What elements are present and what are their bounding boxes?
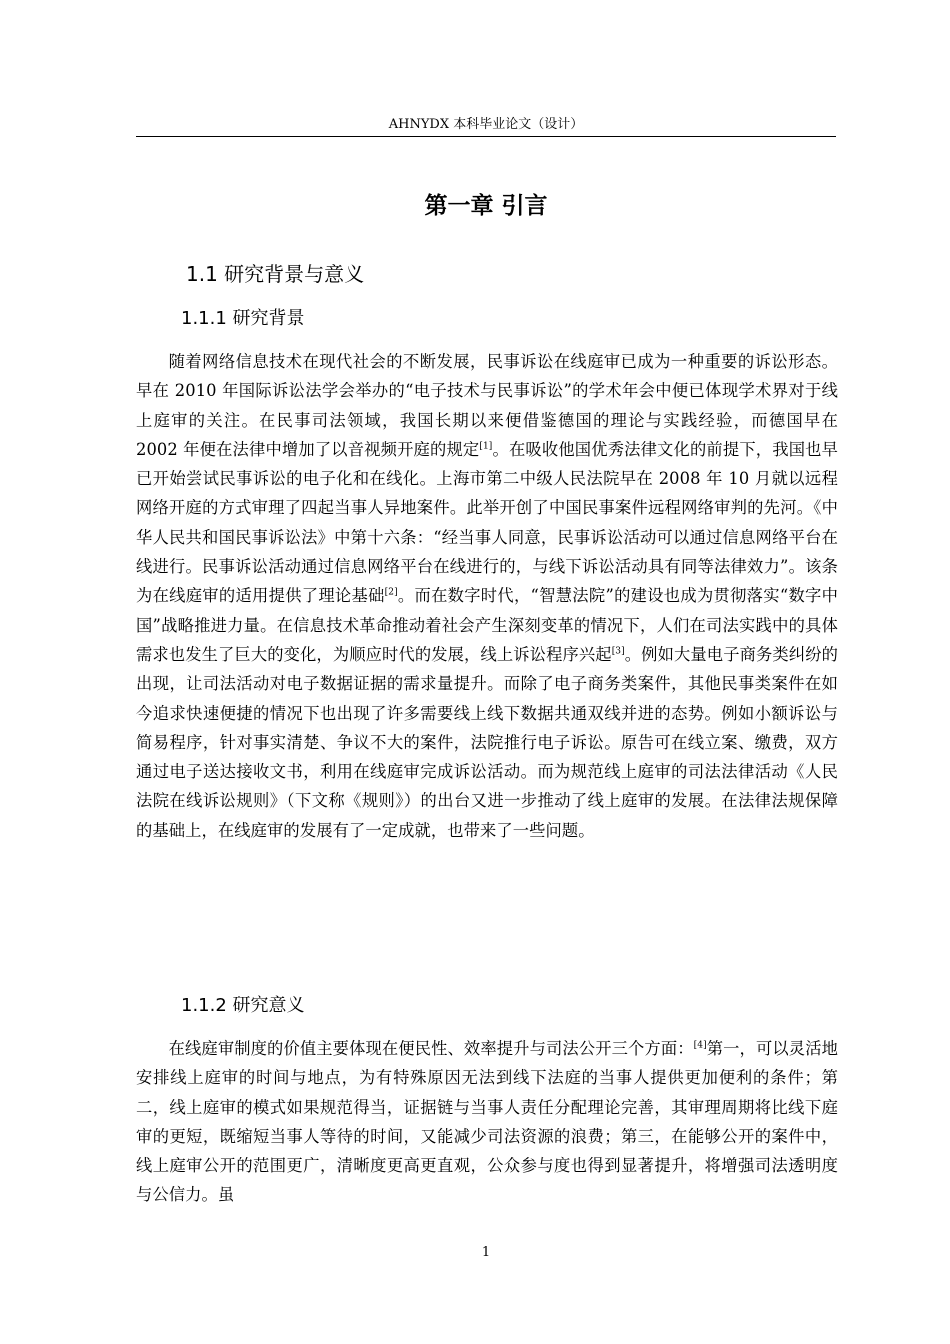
section-heading-1-1-1: 1.1.1 研究背景 xyxy=(181,308,305,329)
citation-ref: [3] xyxy=(611,646,625,657)
section-heading-1-1-2: 1.1.2 研究意义 xyxy=(181,995,305,1016)
citation-ref: [2] xyxy=(384,587,398,598)
chapter-title: 第一章 引言 xyxy=(424,193,548,219)
section-heading-1-1: 1.1 研究背景与意义 xyxy=(186,262,365,286)
paragraph-text: 。在吸收他国优秀法律文化的前提下，我国也早已开始尝试民事诉讼的电子化和在线化。上海市第二中级人民法院早在 2008 年 10 月就以远程网络开庭的方式审理了四起当事人异地案件。此举开创了中国民事案件远程网络审判的先河。《中华人民共和国民事诉讼法》中第十六条：“经当事人同意，民事诉讼活动可以通过信息网络平台在线进行。民事诉讼活动通过信息网络平台在线进行的，与线下诉讼活动具有同等法律效力”。该条为在线庭审的适用提供了理论基础 xyxy=(136,439,838,606)
citation-ref: [1] xyxy=(479,441,493,452)
paragraph-research-significance xyxy=(136,1034,838,1210)
citation-ref: [4] xyxy=(693,1040,707,1051)
paragraph-text: 在线庭审制度的价值主要体现在便民性、效率提升与司法公开三个方面： xyxy=(168,1039,694,1058)
header-rule xyxy=(136,136,836,137)
paragraph-text: 。例如大量电子商务类纠纷的出现，让司法活动对电子数据证据的需求量提升。而除了电子商务类案件，其他民事类案件在如今追求快速便捷的情况下也出现了许多需要线上线下数据共通双线并进的态势。例如小额诉讼与简易程序，针对事实清楚、争议不大的案件，法院推行电子诉讼。原告可在线立案、缴费，双方通过电子送达接收文书，利用在线庭审完成诉讼活动。而为规范线上庭审的司法法律活动《人民法院在线诉讼规则》（下文称《规则》）的出台又进一步推动了线上庭审的发展。在法律法规保障的基础上，在线庭审的发展有了一定成就，也带来了一些问题。 xyxy=(136,644,838,840)
paragraph-research-background xyxy=(136,347,838,845)
paragraph-text: 。而在数字时代，“智慧法院”的建设也成为贯彻落实“数字中国”战略推进力量。在信息技术革命推动着社会产生深刻变革的情况下，人们在司法实践中的具体需求也发生了巨大的变化，为顺应时代的发展，线上诉讼程序兴起 xyxy=(136,586,838,664)
paragraph-text: 随着网络信息技术在现代社会的不断发展，民事诉讼在线庭审已成为一种重要的诉讼形态。早在 2010 年国际诉讼法学会举办的“电子技术与民事诉讼”的学术年会中便已体现学术界对于线上庭审的关注。在民事司法领域，我国长期以来便借鉴德国的理论与实践经验，而德国早在 2002 年便在法律中增加了以音视频开庭的规定 xyxy=(136,352,838,459)
paragraph-text: 第一，可以灵活地安排线上庭审的时间与地点，为有特殊原因无法到线下法庭的当事人提供更加便利的条件；第二，线上庭审的模式如果规范得当，证据链与当事人责任分配理论完善，其审理周期将比线下庭审的更短，既缩短当事人等待的时间，又能减少司法资源的浪费；第三，在能够公开的案件中，线上庭审公开的范围更广，清晰度更高更直观，公众参与度也得到显著提升，将增强司法透明度与公信力。虽 xyxy=(136,1039,838,1205)
page-number: 1 xyxy=(481,1245,491,1260)
running-header: AHNYDX 本科毕业论文（设计） xyxy=(388,117,584,132)
